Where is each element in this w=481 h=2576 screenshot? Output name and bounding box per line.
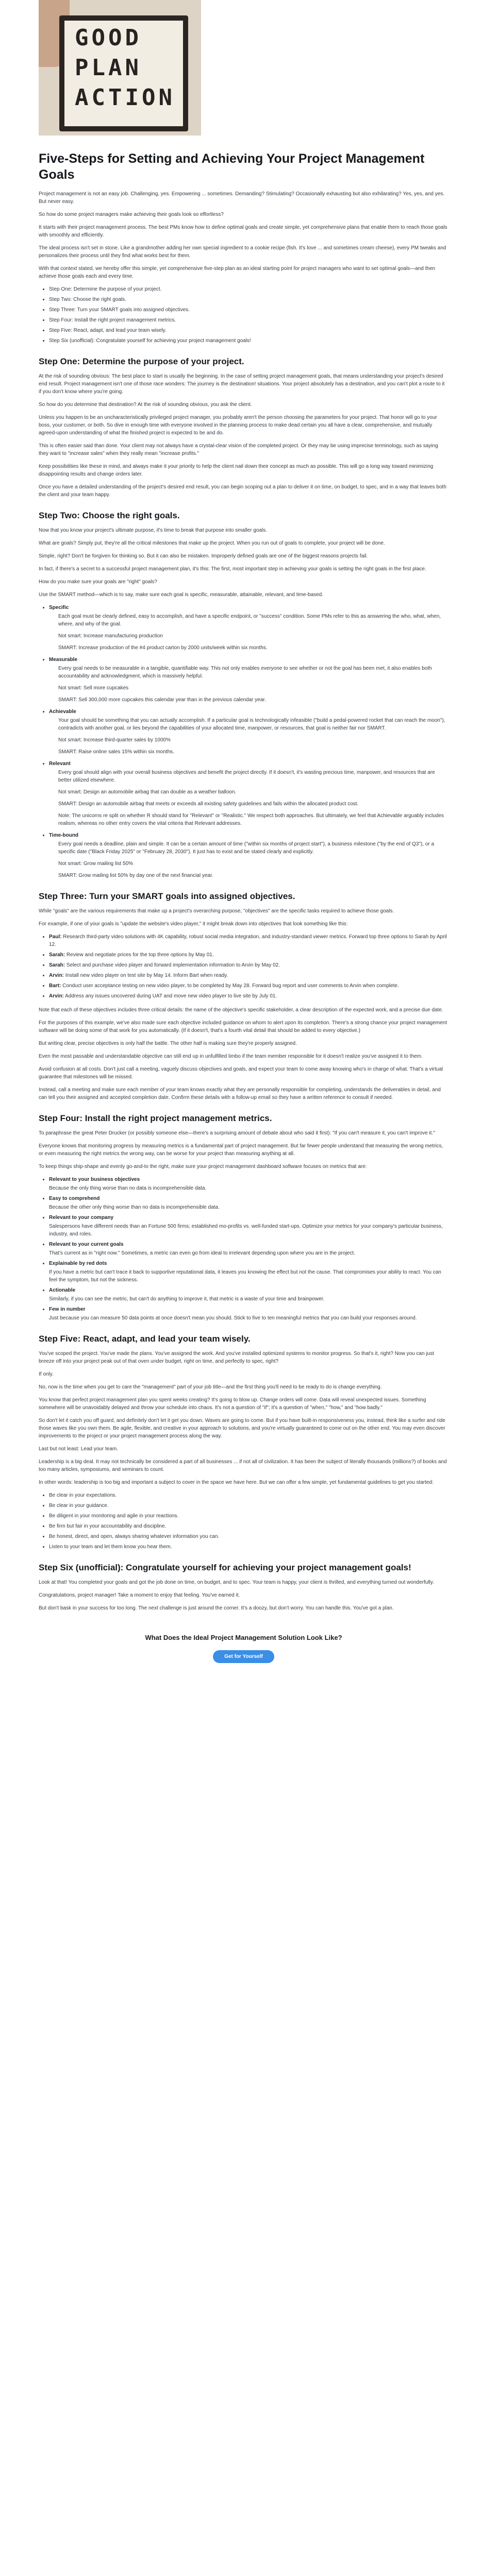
smart-bad-example: Not smart: Sell more cupcakes (58, 685, 129, 691)
step4-paragraph: To keep things ship-shape and evenly go-and-to the right, make sure your project management dashboard software focuses on metrics that are: (39, 1164, 367, 1170)
hero-image (39, 0, 201, 135)
smart-note: Note: The unicorns re split on whether R should stand for "Relevant" or "Realistic." We respect both approaches. But ultimately, we feel that Achievable arguably includes realism, whereas no other entry covers the vital criteria that Relevant addresses. (58, 813, 444, 826)
smart-item (49, 760, 449, 827)
step1-paragraph: This is often easier said than done. Your client may not always have a crystal-clear vision of the completed project. Or they may be using imprecise terminology, such as saying they want to "increase sales" when they really mean "increase profits." (39, 443, 438, 456)
step3-paragraph: Instead, call a meeting and make sure each member of your team knows exactly what they are personally responsible for completing, understands the deliverables in detail, and can tell you their assigned and accepted completion date. Confirm these details with a follow-up email so they have a written reference to consult if needed. (39, 1087, 441, 1100)
metric-text: Because the only thing worse than no data is incomprehensible data. (49, 1185, 207, 1191)
objective-item (49, 961, 449, 969)
metric-item (49, 1195, 449, 1211)
smart-detail (58, 840, 449, 879)
smart-detail (58, 717, 449, 756)
metric-term: • Few in number (49, 1307, 86, 1312)
step2-paragraph: What are goals? Simply put, they're all the critical milestones that make up the project. When you run out of goals to complete, your project will be done. (39, 540, 385, 546)
step5-paragraph: You know that perfect project management plan you spent weeks creating? It's going to blow up. Change orders will come. Data will reveal unexpected issues. Something somewhere will be unavoidably delayed and throw your schedule into chaos. It's not a question of "if"; it's a question of "when," "how," and "how badly." (39, 1397, 426, 1411)
objective-item (49, 982, 449, 990)
smart-text: Every goal needs a deadline, plain and simple. It can be a certain amount of time ("within six months of project start"), a business milestone ("by the end of Q3"), or a specific date ("Black Friday 2025" or "February 28, 2030"). It just has to exist and be stated clearly and explicitly. (58, 841, 435, 855)
metric-item (49, 1306, 449, 1322)
step3-heading: Step Three: Turn your SMART goals into assigned objectives. (39, 891, 295, 901)
step1-heading: Step One: Determine the purpose of your project. (39, 357, 244, 366)
step3-body (39, 1006, 449, 1101)
smart-text: Every goal needs to be measurable in a tangible, quantifiable way. This not only enables everyone to see whether or not the goal has been met, it also enables both accountability and acknowledgment, which is massively helpful. (58, 666, 432, 679)
leadership-item: • Be clear in your expectations. (49, 1492, 449, 1499)
step6-paragraph: Look at that! You completed your goals and got the job done on time, on budget, and to spec. Your team is happy, your client is thrilled, and everything turned out wonderfully. (39, 1580, 434, 1585)
leadership-item: • Be honest, direct, and open, always sharing whatever information you can. (49, 1533, 449, 1540)
step2-paragraph: How do you make sure your goals are "right" goals? (39, 579, 157, 585)
leadership-item: • Listen to your team and let them know you hear them. (49, 1543, 449, 1551)
step3-paragraph: Even the most passable and understandable objective can still end up in unfulfilled limbo if the team member responsible for it doesn't realize you've assigned it to them. (39, 1054, 423, 1059)
step4-paragraph: To paraphrase the great Peter Drucker (or possibly someone else—there's a surprising amount of debate about who said it first): "If you can't measure it, you can't improve it." (39, 1130, 435, 1136)
step3-paragraph: Avoid confusion at all costs. Don't just call a meeting, vaguely discuss objectives and goals, and expect your team to come away knowing who's in charge of what. That's a virtual guarantee that milestones will be missed. (39, 1066, 443, 1080)
metric-item (49, 1241, 449, 1257)
step3-paragraph: While "goals" are the various requirements that make up a project's overarching purpose, "objectives" are the specific tasks required to achieve those goals. (39, 908, 394, 914)
step5-paragraph: If only. (39, 1371, 54, 1377)
objective-item (49, 951, 449, 959)
metrics-list (49, 1176, 449, 1322)
smart-good-example: SMART: Sell 300,000 more cupcakes this calendar year than in the previous calendar year. (58, 697, 266, 703)
smart-term: • Achievable (49, 709, 76, 715)
metric-text: That's current as in "right now." Sometimes, a metric can even go from ideal to irrelevant depending upon where you are in the project. (49, 1250, 355, 1256)
intro-section (39, 190, 449, 280)
metric-text: If you have a metric but can't trace it back to supportive reputational data, it leaves you knowing the effect but not the cause. That compromises your ability to react. You can feel the symptom, but not the sickness. (49, 1269, 441, 1283)
objective-text: Review and negotiate prices for the top three options by May 01. (66, 952, 214, 958)
smart-detail (58, 613, 449, 652)
smart-item (49, 832, 449, 879)
step1-paragraph: At the risk of sounding obvious: The best place to start is usually the beginning. In the case of setting project management goals, that means understanding your project's desired end result. Project management isn't one of those race wonders: The journey is the destination! situations. Your project absolutely has a destination, and you can't plot a route to it if you don't know where you're going. (39, 374, 445, 395)
objective-item (49, 972, 449, 979)
step4-intro (39, 1129, 449, 1171)
smart-item (49, 708, 449, 756)
step1-paragraph: Unless you happen to be an uncharacteristically privileged project manager, you probably aren't the person choosing the parameters for your project. That honor will go to your boss, your customer, or both. So dive in enough time with everyone involved in the planning process to make dead certain you all have a clear, comprehensive, and mutually agreed-upon understanding of what the finished project is expected to be and do. (39, 415, 437, 436)
hero-word: GOOD (75, 25, 142, 51)
article-title: Five-Steps for Setting and Achieving Your Project Management Goals (39, 151, 425, 182)
metric-item (49, 1176, 449, 1192)
hero-words (75, 23, 178, 113)
intro-paragraph: Project management is not an easy job. Challenging, yes. Empowering ... sometimes. Demanding? Stimulating? Occasionally exhausting but also exhilarating? Yes, yes, and yes. But never easy. (39, 191, 445, 205)
intro-paragraph: So how do some project managers make achieving their goals look so effortless? (39, 212, 224, 217)
intro-paragraph: It starts with their project management process. The best PMs know how to define optimal goals and create simple, yet comprehensive plans that enable them to reach those goals with smoothly and efficiently. (39, 225, 447, 238)
hero-word: PLAN (75, 55, 142, 81)
step6-paragraph: Congratulations, project manager! Take a moment to enjoy that feeling. You've earned it. (39, 1592, 240, 1598)
article-content (39, 151, 449, 1663)
objective-text: Install new video player on test site by May 14. Inform Bart when ready. (65, 973, 228, 978)
steps-list-item: • Step Two: Choose the right goals. (49, 296, 449, 303)
step5-paragraph: You've scoped the project. You've made the plans. You've assigned the work. And you've installed optimized systems to monitor progress. So that's it, right? Now you can just breeze off into your project peak out of that oven under budget, right on time, and perfectly to spec, right? (39, 1351, 434, 1364)
step5-heading: Step Five: React, adapt, and lead your team wisely. (39, 1334, 251, 1344)
smart-detail (58, 665, 449, 704)
metric-term: • Relevant to your company (49, 1215, 114, 1221)
metric-item (49, 1214, 449, 1238)
leadership-item: • Be clear in your guidance. (49, 1502, 449, 1510)
smart-text: Your goal should be something that you can actually accomplish. If a particular goal is technologically infeasible ("build a pedal-powered rocket that can reach the moon"), contradicts with another goal, or lies beyond the capabilities of your allocated time, manpower, or resources, that goal is neither fair nor SMART. (58, 718, 445, 731)
step1-body (39, 372, 449, 499)
objective-list (49, 933, 449, 1000)
cta-section (39, 1633, 449, 1663)
step3-paragraph: But writing clear, precise objectives is only half the battle. The other half is making sure they're properly assigned. (39, 1041, 297, 1046)
step6-body (39, 1579, 449, 1612)
step1-paragraph: Keep possibilities like these in mind, and always make it your priority to help the client nail down their concept as much as possible. This will go a long way toward minimizing disappointing results and change orders later. (39, 464, 434, 477)
step4-paragraph: Everyone knows that monitoring progress by measuring metrics is a fundamental part of project management. But far fewer people understand that measuring the wrong metrics, or even measuring the right metrics the wrong way, can be worse for your project than measuring anything at all. (39, 1143, 443, 1157)
intro-paragraph: With that context stated, we hereby offer this simple, yet comprehensive five-step plan as an ideal starting point for project managers who want to set optimal goals—and then achieve those goals each and every time. (39, 266, 436, 279)
objective-owner: Paul: (49, 934, 62, 940)
metric-text: Because the other only thing worse than no data is incomprehensible data. (49, 1205, 220, 1210)
metric-term: • Relevant to your current goals (49, 1242, 124, 1247)
steps-list-item: • Step Six (unofficial): Congratulate yourself for achieving your project management goals! (49, 337, 449, 345)
steps-list (49, 285, 449, 345)
smart-good-example: SMART: Design an automobile airbag that meets or exceeds all existing safety guidelines and fails within the allocated product cost. (58, 801, 359, 807)
step5-paragraph: In other words: leadership is too big and important a subject to cover in the space we have here. But we can offer a few simple, yet fundamental guidelines to get you started: (39, 1480, 434, 1485)
metric-term: • Relevant to your business objectives (49, 1177, 140, 1182)
leadership-list (49, 1492, 449, 1551)
metric-text: Similarly, if you can see the metric, but can't do anything to improve it, that metric is a waste of your time and brainpower. (49, 1296, 325, 1302)
step5-paragraph: So don't let it catch you off guard, and definitely don't let it get you down. Waves are going to come. But if you have built-in responsiveness you, instead, think like a surfer and ride those waves like you own them. Be agile, flexible, and creative in your approach to solutions, and you're virtually guaranteed to come out on the other end. You may even discover improvements to the project or your project management process along the way. (39, 1418, 445, 1439)
metric-term: • Actionable (49, 1287, 76, 1293)
objective-owner: Sarah: (49, 962, 65, 968)
step1-paragraph: So how do you determine that destination? At the risk of sounding obvious, you ask the client. (39, 402, 252, 408)
smart-bad-example: Not smart: Grow mailing list 50% (58, 861, 134, 867)
step5-paragraph: Leadership is a big deal. It may not technically be considered a part of all businesses ... if not all of civilization. It has been the subject of literally thousands (millions?) of books and too many articles, symposiums, and seminars to count. (39, 1459, 447, 1472)
smart-bad-example: Not smart: Increase third-quarter sales by 1000% (58, 737, 171, 743)
get-started-button[interactable]: Get for Yourself (213, 1650, 274, 1663)
objective-owner: Bart: (49, 983, 61, 989)
metric-term: • Easy to comprehend (49, 1196, 100, 1201)
step3-paragraph: Note that each of these objectives includes three critical details: the name of the objective's specific stakeholder, a clear description of the expected work, and a precise due date. (39, 1007, 443, 1013)
objective-owner: Arvin: (49, 973, 64, 978)
smart-good-example: SMART: Raise online sales 15% within six months. (58, 749, 174, 755)
steps-list-item: • Step Four: Install the right project management metrics. (49, 316, 449, 324)
objective-owner: Arvin: (49, 993, 64, 999)
step2-paragraph: Now that you know your project's ultimate purpose, it's time to break that purpose into smaller goals. (39, 528, 267, 533)
smart-text: Every goal should align with your overall business objectives and benefit the project directly. If it doesn't, it's wasting precious time, manpower, and resources that are better utilized elsewhere. (58, 770, 435, 783)
step2-paragraph: Simple, right? Don't be forgiven for thinking so. But it can also be mistaken. Improperly defined goals are one of the biggest reasons projects fail. (39, 553, 368, 559)
metric-item (49, 1260, 449, 1284)
objective-text: Research third-party video solutions with 4K capability, robust social media integration, and industry-standard viewer metrics. Forward top three options to Sarah by April 12. (49, 934, 447, 947)
step2-paragraph: Use the SMART method—which is to say, make sure each goal is specific, measurable, attainable, relevant, and time-based. (39, 592, 323, 598)
metric-text: Just because you can measure 50 data points at once doesn't mean you should. Stick to five to ten meaningful metrics that you can build your responses around. (49, 1315, 417, 1321)
metric-term: • Explainable by red dots (49, 1261, 107, 1266)
metric-text: Salespersons have different needs than an Fortune 500 firms; established mo-profits vs. well-funded start-ups. Optimize your metrics for your company's particular business, industry, and roles. (49, 1224, 443, 1237)
step5-body (39, 1350, 449, 1486)
step6-heading: Step Six (unofficial): Congratulate yourself for achieving your project management goals! (39, 1563, 411, 1572)
leadership-item: • Be firm but fair in your accountability and discipline. (49, 1522, 449, 1530)
metric-item (49, 1286, 449, 1303)
step1-paragraph: Once you have a detailed understanding of the project's desired end result, you can begin scoping out a plan to deliver it on time, on budget, to spec, and in a way that leaves both the client and your team happy. (39, 484, 446, 498)
step3-paragraph: For example, if one of your goals is "update the website's video player," it might break down into objectives that look something like this: (39, 921, 348, 927)
smart-item (49, 656, 449, 704)
step6-paragraph: But don't bask in your success for too long. The next challenge is just around the corner. It's a doozy, but don't worry. You can handle this. You've got a plan. (39, 1605, 394, 1611)
objective-item (49, 933, 449, 948)
hero-word: ACTION (75, 84, 175, 111)
smart-term: • Time-bound (49, 833, 79, 838)
objective-owner: Sarah: (49, 952, 65, 958)
smart-term: • Measurable (49, 657, 78, 663)
step3-intro (39, 907, 449, 928)
smart-bad-example: Not smart: Design an automobile airbag that can double as a weather balloon. (58, 789, 237, 795)
step3-paragraph: For the purposes of this example, we've also made sure each objective included guidance on whom to alert upon its completion. There's a strong chance your project management software will be doing some of that work for you automatically. (If it doesn't, that's a fourth vital detail that should be added to every objective.) (39, 1020, 447, 1033)
smart-term: • Relevant (49, 761, 71, 767)
steps-list-item: • Step Three: Turn your SMART goals into assigned objectives. (49, 306, 449, 314)
smart-detail (58, 769, 449, 827)
smart-text: Each goal must be clearly defined, easy to accomplish, and have a specific endpoint, or "success" condition. Some PMs refer to this as answering the who, what, when, where, and why of the goal. (58, 614, 441, 627)
step5-paragraph: Last but not least: Lead your team. (39, 1446, 118, 1452)
step2-heading: Step Two: Choose the right goals. (39, 511, 180, 520)
smart-bad-example: Not smart: Increase manufacturing production (58, 633, 163, 639)
step2-body (39, 527, 449, 599)
objective-item (49, 992, 449, 1000)
smart-item (49, 604, 449, 652)
smart-list (49, 604, 449, 879)
cta-heading: What Does the Ideal Project Management Solution Look Like? (145, 1634, 342, 1641)
leadership-item: • Be diligent in your monitoring and agile in your reactions. (49, 1512, 449, 1520)
smart-good-example: SMART: Increase production of the #4 product carton by 2000 units/week within six months. (58, 645, 268, 651)
objective-text: Select and purchase video player and forward implementation information to Arvin by May 02. (66, 962, 280, 968)
steps-list-item: • Step One: Determine the purpose of your project. (49, 285, 449, 293)
intro-paragraph: The ideal process isn't set in stone. Like a grandmother adding her own special ingredient to a cookie recipe (fish. It's love ... and sometimes cream cheese), every PM tweaks and personalizes their process until they find what works best for them. (39, 245, 446, 259)
step4-heading: Step Four: Install the right project management metrics. (39, 1113, 272, 1123)
step2-paragraph: In fact, if there's a secret to a successful project management plan, it's this: The first, most important step in achieving your goals is setting the right goals in the first place. (39, 566, 426, 572)
objective-text: Address any issues uncovered during UAT and move new video player to live site by July 01. (65, 993, 277, 999)
smart-good-example: SMART: Grow mailing list 50% by day one of the next financial year. (58, 873, 213, 878)
steps-list-item: • Step Five: React, adapt, and lead your team wisely. (49, 327, 449, 334)
objective-text: Conduct user acceptance testing on new video player, to be completed by May 28. Forward bug report and user comments to Arvin when complete. (62, 983, 399, 989)
step5-paragraph: No, now is the time when you get to care the "management" part of your job title—and the first thing you'll need to be ready to do is change everything. (39, 1384, 382, 1390)
smart-term: • Specific (49, 605, 69, 611)
